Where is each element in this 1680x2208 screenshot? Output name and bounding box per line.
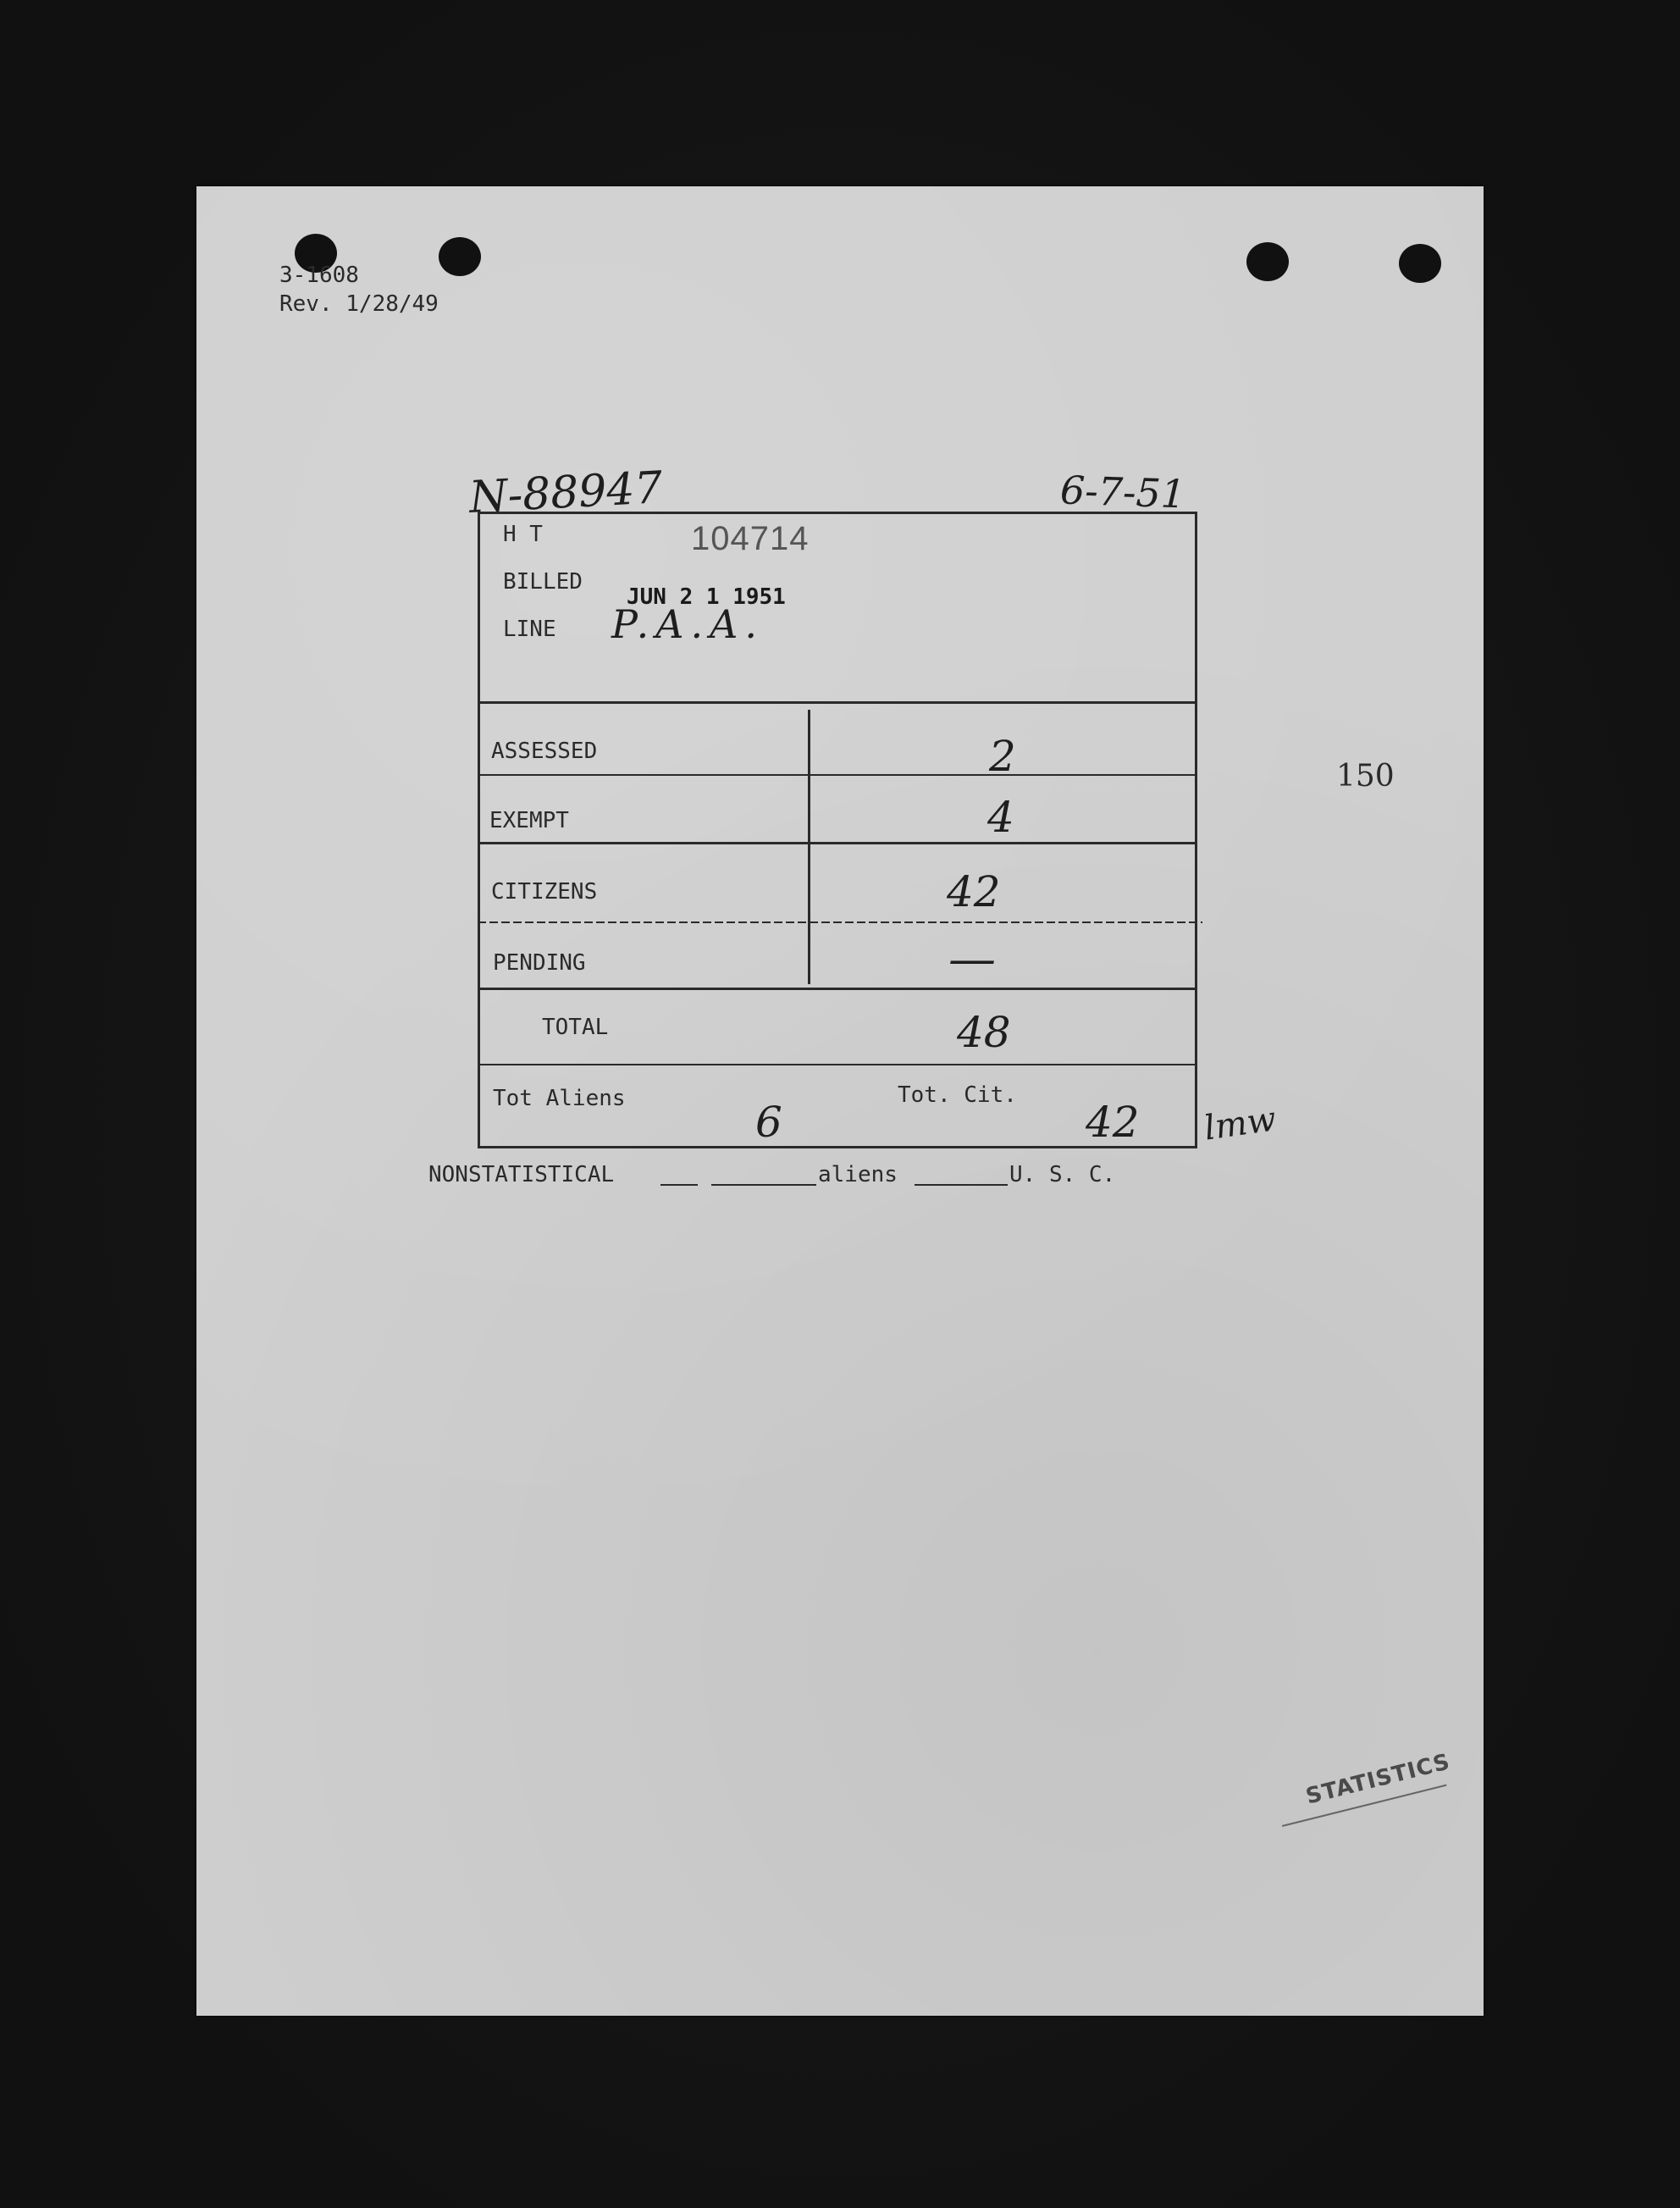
total-label: TOTAL bbox=[542, 1015, 609, 1040]
billed-date-stamp: JUN 2 1 1951 bbox=[627, 584, 786, 610]
line-value: P.A.A. bbox=[611, 601, 764, 647]
citizens-value: 42 bbox=[947, 867, 1001, 916]
row-label-exempt: EXEMPT bbox=[489, 808, 569, 833]
row-label-citizens: CITIZENS bbox=[491, 879, 598, 905]
serial-number: 104714 bbox=[691, 520, 810, 557]
tot-aliens-label: Tot Aliens bbox=[493, 1086, 626, 1111]
paper-sheet bbox=[196, 186, 1484, 2016]
assessed-value: 2 bbox=[989, 732, 1016, 781]
blank-line bbox=[711, 1184, 816, 1186]
statistics-stamp bbox=[1267, 1732, 1464, 1843]
handwritten-date: 6-7-51 bbox=[1059, 467, 1187, 517]
tot-cit-label: Tot. Cit. bbox=[898, 1082, 1017, 1108]
form-number: 3-1608 bbox=[279, 263, 359, 288]
billing-box bbox=[478, 512, 1197, 1148]
rule bbox=[478, 921, 1202, 923]
tot-cit-value: 42 bbox=[1086, 1098, 1140, 1147]
blank-line bbox=[915, 1184, 1008, 1186]
usc-label: U. S. C. bbox=[1009, 1162, 1116, 1187]
ht-label: H T bbox=[503, 522, 543, 547]
aliens-label: aliens bbox=[818, 1162, 898, 1187]
punch-hole bbox=[1399, 244, 1441, 283]
rule bbox=[478, 1064, 1197, 1065]
rule bbox=[478, 988, 1197, 990]
row-label-pending: PENDING bbox=[493, 950, 586, 976]
rule bbox=[478, 842, 1197, 844]
column-divider bbox=[808, 710, 810, 984]
total-value: 48 bbox=[957, 1008, 1011, 1057]
form-revision: Rev. 1/28/49 bbox=[279, 291, 439, 317]
stamp-text: STATISTICS bbox=[1303, 1749, 1453, 1810]
punch-hole bbox=[1246, 242, 1289, 281]
initials: lmw bbox=[1202, 1099, 1279, 1148]
line-label: LINE bbox=[503, 617, 556, 642]
rule bbox=[478, 701, 1197, 704]
tot-aliens-value: 6 bbox=[755, 1098, 782, 1147]
manifest-number: N-88947 bbox=[467, 462, 664, 523]
side-number: 150 bbox=[1336, 759, 1395, 794]
blank-line bbox=[660, 1184, 698, 1186]
nonstatistical-label: NONSTATISTICAL bbox=[428, 1162, 615, 1187]
billed-label: BILLED bbox=[503, 569, 583, 595]
rule bbox=[478, 774, 1197, 776]
row-label-assessed: ASSESSED bbox=[491, 739, 598, 764]
pending-value: — bbox=[948, 932, 996, 987]
exempt-value: 4 bbox=[987, 793, 1014, 842]
punch-hole bbox=[439, 237, 481, 276]
